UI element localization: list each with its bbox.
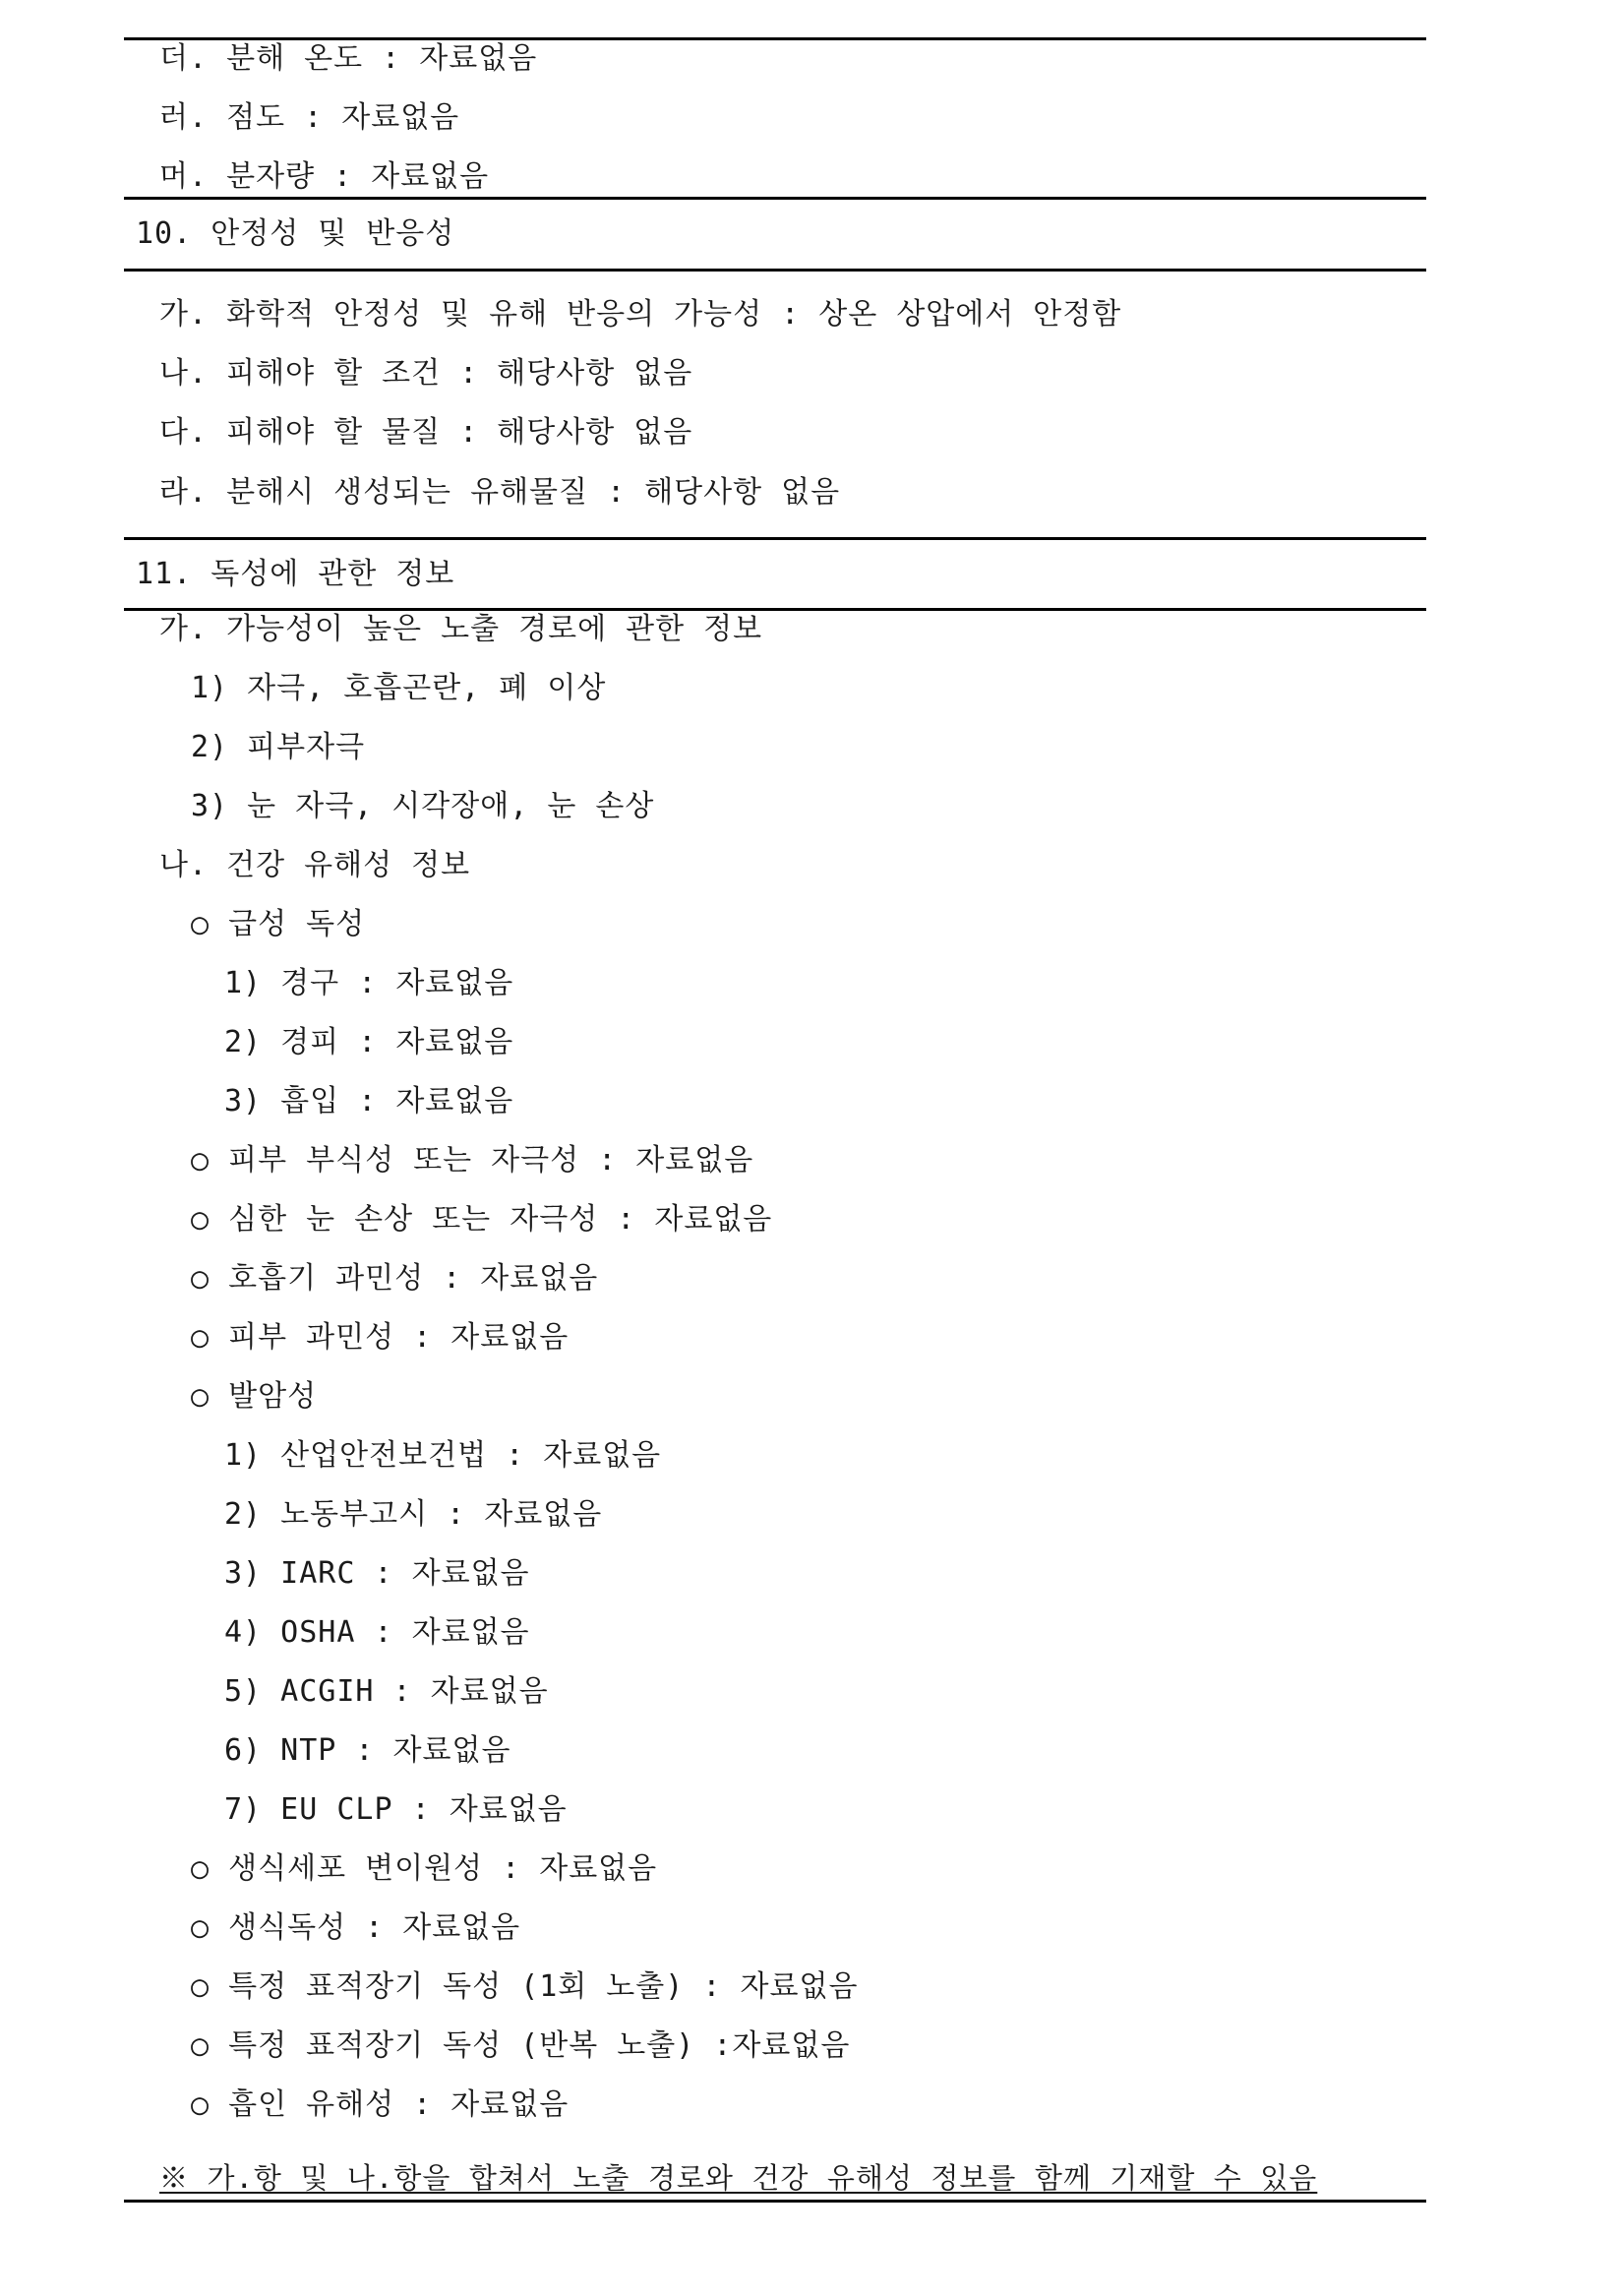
section-rule [124, 269, 1426, 272]
list-item-carcinogenicity: 3) IARC : 자료없음 [224, 1556, 530, 1591]
section-rule [124, 608, 1426, 611]
list-item-carcinogenicity: 5) ACGIH : 자료없음 [224, 1674, 549, 1709]
list-item-hazard: ○ 피부 부식성 또는 자극성 : 자료없음 [191, 1143, 754, 1178]
list-item-decomposition-products: 라. 분해시 생성되는 유해물질 : 해당사항 없음 [159, 475, 841, 510]
list-item-other-hazard: ○ 특정 표적장기 독성 (1회 노출) : 자료없음 [191, 1969, 859, 2004]
list-item-exposure: 1) 자극, 호흡곤란, 폐 이상 [191, 671, 607, 705]
list-item-viscosity: 러. 점도 : 자료없음 [159, 100, 460, 135]
list-item-acute: 2) 경피 : 자료없음 [224, 1025, 514, 1059]
section-rule [124, 537, 1426, 540]
list-item-acute: 1) 경구 : 자료없음 [224, 966, 514, 1000]
list-item-materials-to-avoid: 다. 피해야 할 물질 : 해당사항 없음 [159, 415, 693, 450]
list-item-molecular-weight: 머. 분자량 : 자료없음 [159, 159, 490, 194]
list-item-carcinogenicity: 7) EU CLP : 자료없음 [224, 1792, 568, 1827]
carcinogenicity-heading: ○ 발암성 [191, 1379, 318, 1414]
top-rule [124, 37, 1426, 40]
list-item-carcinogenicity: 4) OSHA : 자료없음 [224, 1615, 530, 1650]
list-item-other-hazard: ○ 생식세포 변이원성 : 자료없음 [191, 1851, 658, 1886]
section-rule [124, 197, 1426, 200]
list-item-carcinogenicity: 1) 산업안전보건법 : 자료없음 [224, 1438, 662, 1473]
list-item-other-hazard: ○ 생식독성 : 자료없음 [191, 1910, 521, 1945]
list-item-chemical-stability: 가. 화학적 안정성 및 유해 반응의 가능성 : 상온 상압에서 안정함 [159, 297, 1122, 332]
section-10-title: 10. 안정성 및 반응성 [136, 216, 455, 251]
list-item-exposure: 3) 눈 자극, 시각장애, 눈 손상 [191, 789, 655, 823]
list-item-other-hazard: ○ 흡인 유해성 : 자료없음 [191, 2087, 570, 2122]
bottom-rule [124, 2200, 1426, 2203]
list-item-decomposition-temp: 더. 분해 온도 : 자료없음 [159, 41, 538, 76]
section-11-title: 11. 독성에 관한 정보 [136, 557, 455, 591]
list-item-acute: 3) 흡입 : 자료없음 [224, 1084, 514, 1118]
list-item-carcinogenicity: 2) 노동부고시 : 자료없음 [224, 1497, 603, 1532]
footnote: ※ 가.항 및 나.항을 합쳐서 노출 경로와 건강 유해성 정보를 함께 기재할 수 있음 [159, 2161, 1318, 2195]
list-item-hazard: ○ 심한 눈 손상 또는 자극성 : 자료없음 [191, 1202, 773, 1237]
list-item-hazard: ○ 호흡기 과민성 : 자료없음 [191, 1261, 599, 1296]
list-item-other-hazard: ○ 특정 표적장기 독성 (반복 노출) :자료없음 [191, 2028, 851, 2063]
list-item-hazard: ○ 피부 과민성 : 자료없음 [191, 1320, 570, 1355]
exposure-heading: 가. 가능성이 높은 노출 경로에 관한 정보 [159, 612, 763, 646]
list-item-carcinogenicity: 6) NTP : 자료없음 [224, 1733, 511, 1768]
list-item-conditions-to-avoid: 나. 피해야 할 조건 : 해당사항 없음 [159, 356, 693, 391]
list-item-exposure: 2) 피부자극 [191, 730, 366, 764]
acute-toxicity-heading: ○ 급성 독성 [191, 907, 366, 941]
health-hazard-heading: 나. 건강 유해성 정보 [159, 848, 471, 882]
